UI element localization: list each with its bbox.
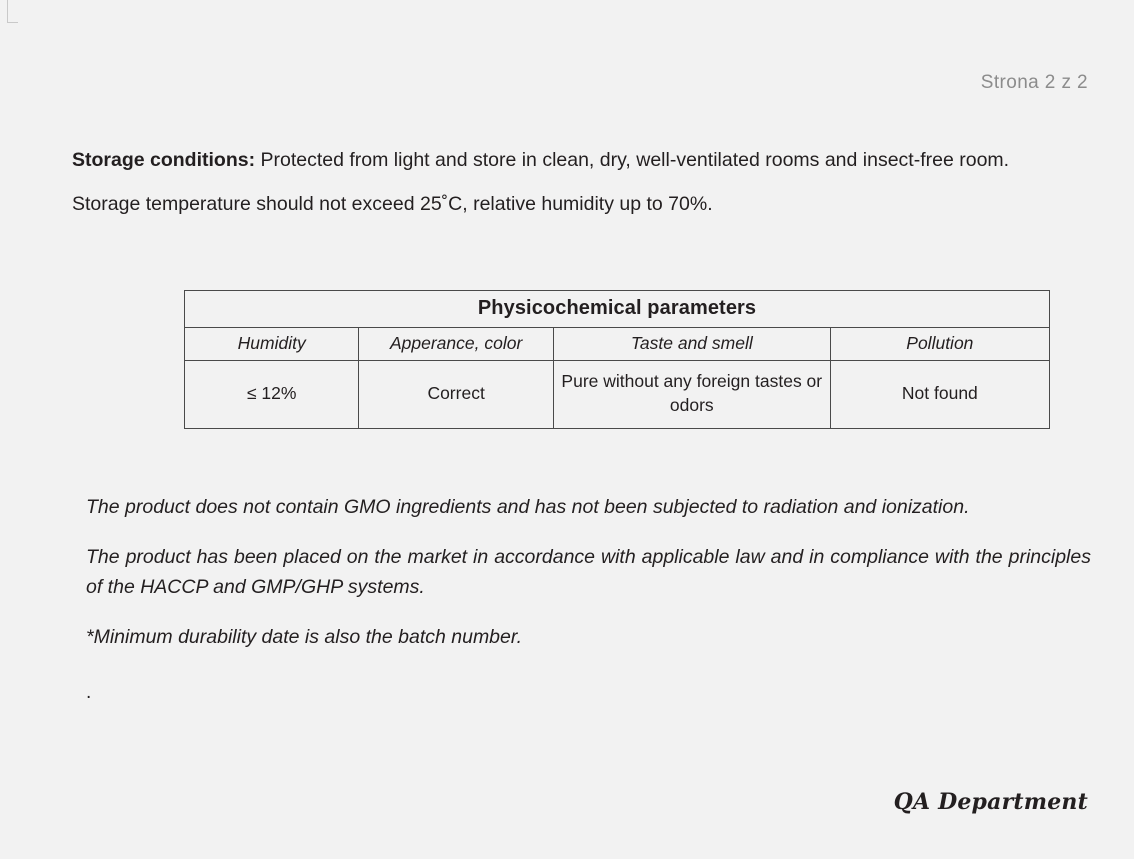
table-cell-humidity: ≤ 12%: [185, 361, 359, 429]
physicochemical-parameters-table: [184, 290, 1050, 429]
page-corner-mark: [7, 0, 18, 23]
table-cell-pollution: Not found: [830, 361, 1049, 429]
signature-qa-department: QA Department: [893, 789, 1088, 815]
note-gmo: The product does not contain GMO ingredients and has not been subjected to radiation and ionization.: [86, 496, 970, 518]
table-header-pollution: Pollution: [830, 328, 1049, 361]
storage-conditions-label: Storage conditions:: [72, 149, 256, 171]
table-header-humidity: Humidity: [185, 328, 359, 361]
storage-conditions-line-1: [72, 146, 1102, 174]
table-header-row: [185, 328, 1050, 361]
table-header-appearance: Apperance, color: [359, 328, 553, 361]
storage-conditions-text: Protected from light and store in clean, dry, well-ventilated rooms and insect-free room.: [255, 149, 1010, 171]
note-trailing-dot: .: [86, 682, 92, 703]
table-cell-appearance: Correct: [359, 361, 553, 429]
note-durability-date: *Minimum durability date is also the batch number.: [86, 626, 523, 648]
table-row: [185, 361, 1050, 429]
table-cell-taste-and-smell: Pure without any foreign tastes or odors: [553, 361, 830, 429]
table-title-row: [185, 291, 1050, 328]
page-number: Strona 2 z 2: [980, 72, 1088, 93]
table-header-taste-and-smell: Taste and smell: [553, 328, 830, 361]
storage-temperature-line: Storage temperature should not exceed 25˚C, relative humidity up to 70%.: [72, 193, 713, 215]
table-title: Physicochemical parameters: [185, 291, 1050, 328]
note-haccp-gmp: The product has been placed on the market in accordance with applicable law and in compliance with the principles of the HACCP and GMP/GHP systems.: [86, 546, 1091, 599]
